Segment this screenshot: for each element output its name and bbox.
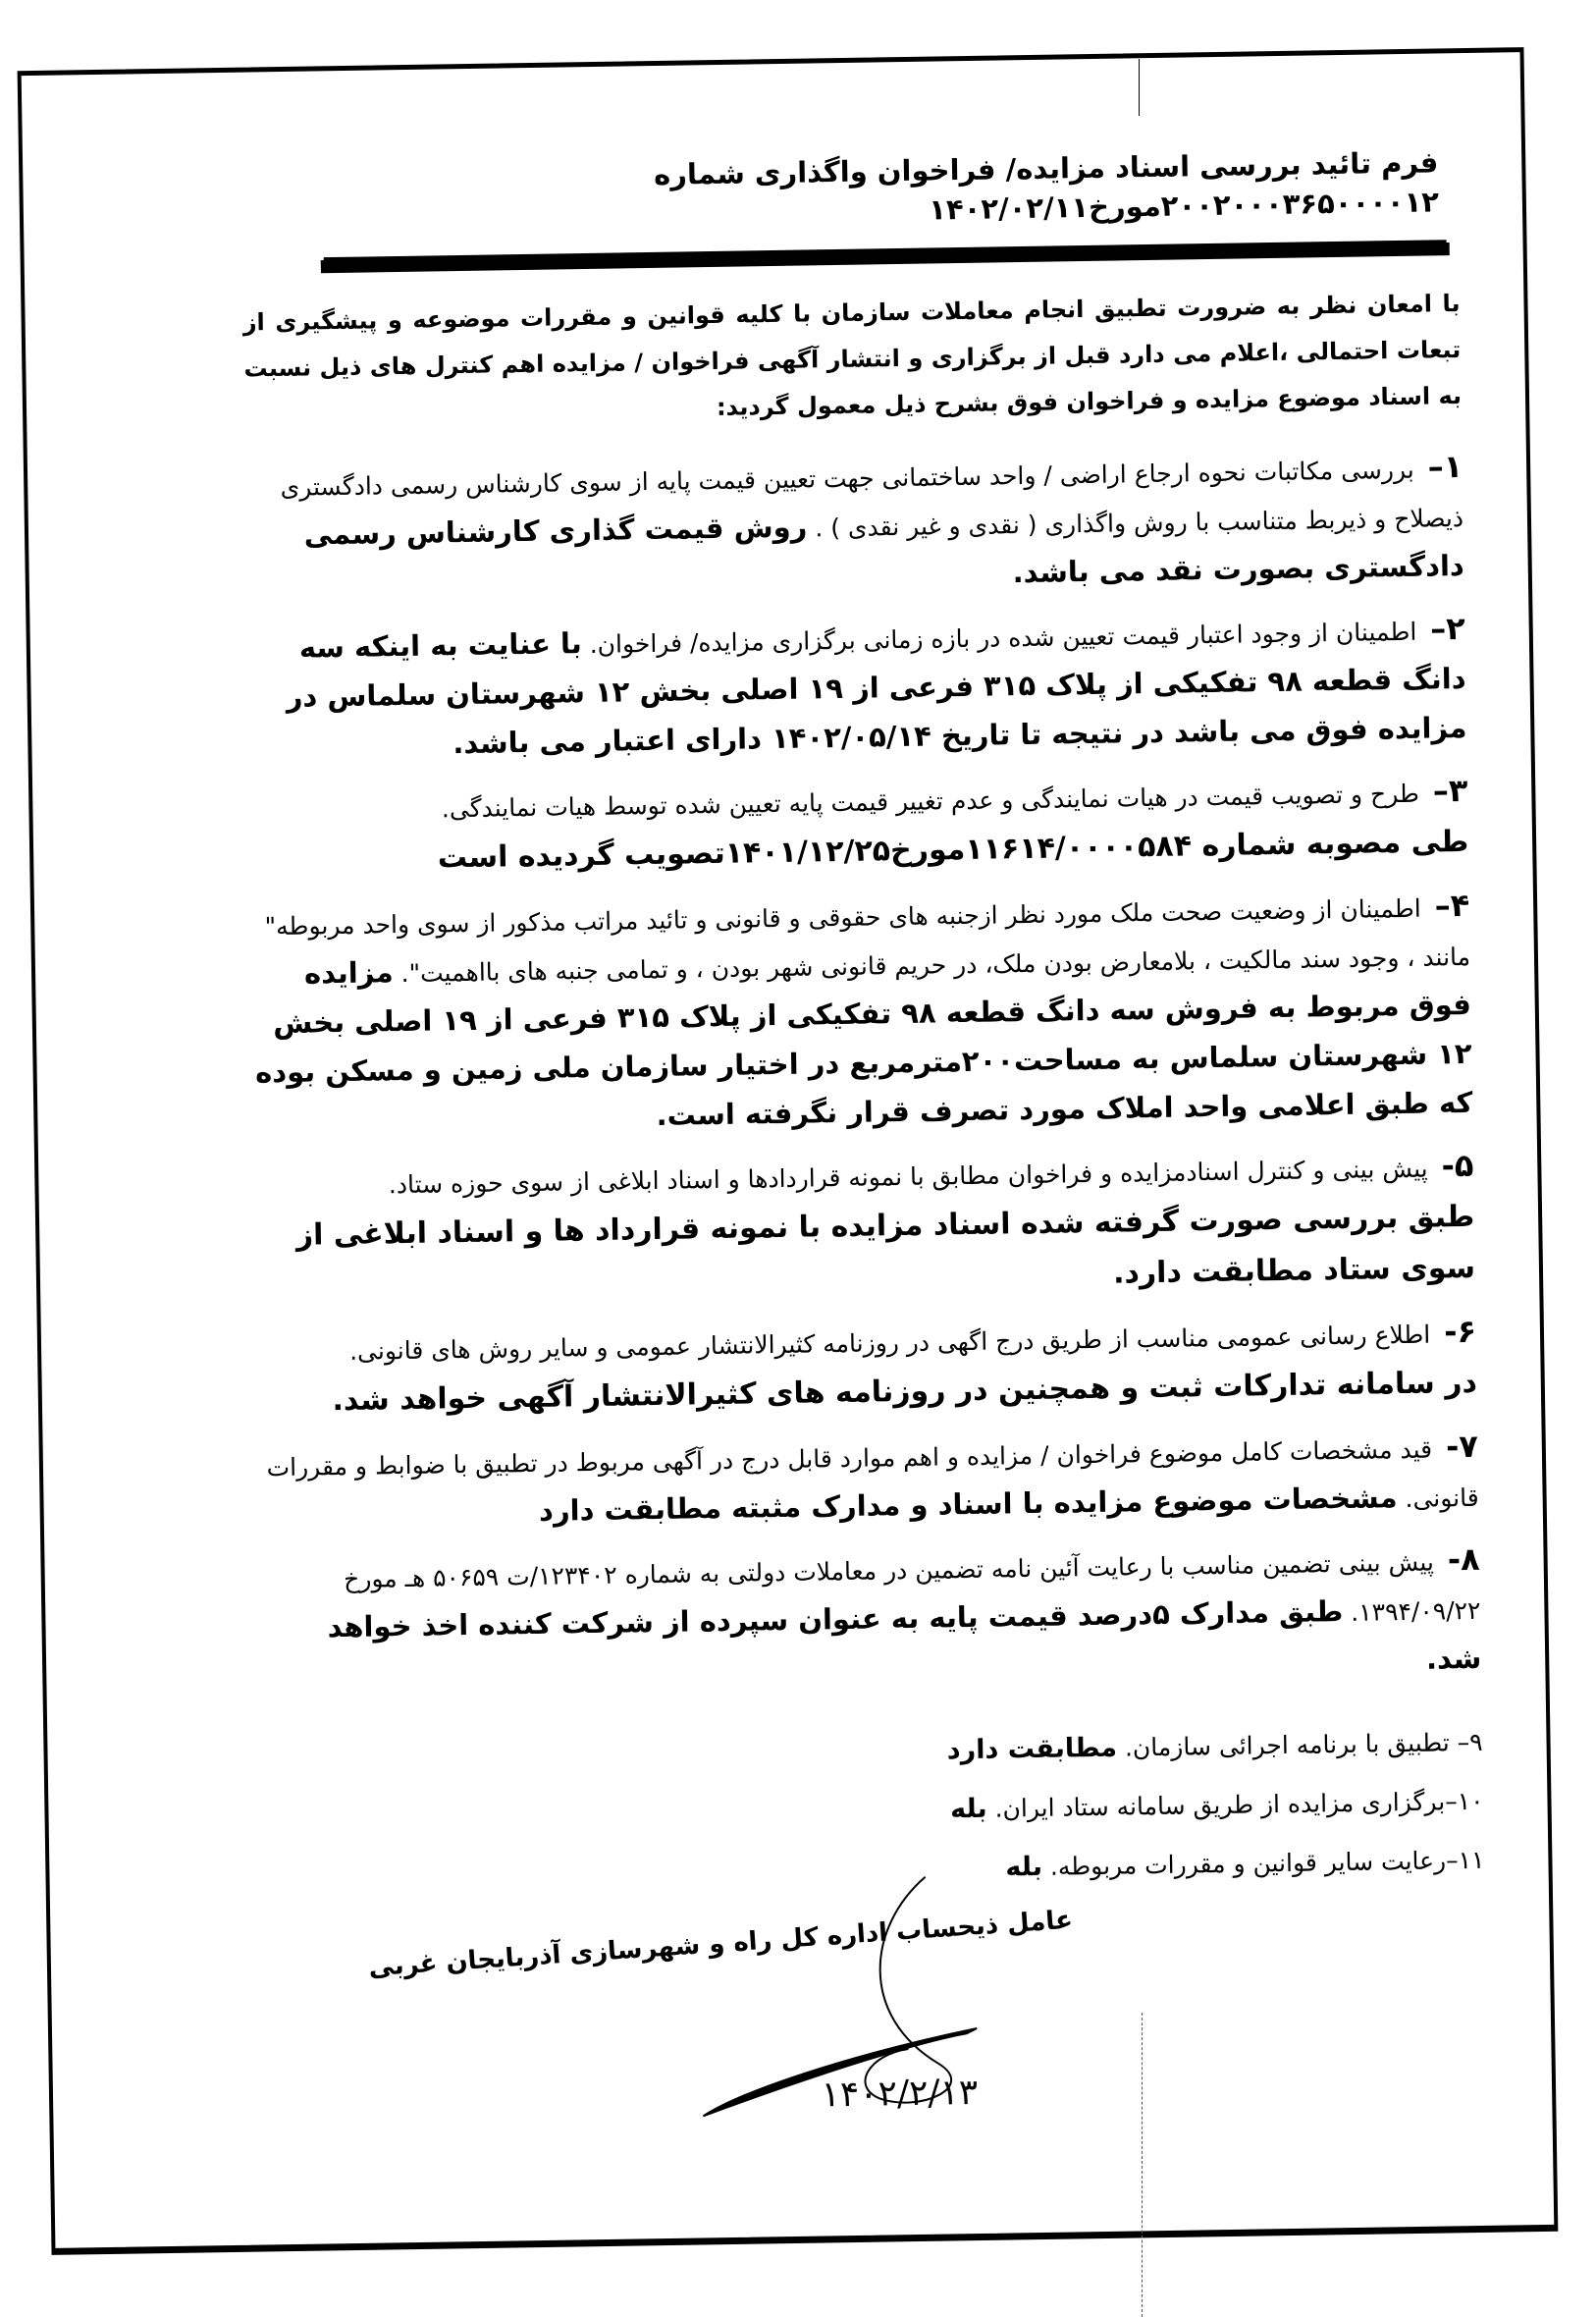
item-text: اطمینان از وضعیت صحت ملک مورد نظر ازجنبه های حقوقی و قانونی و تائید مراتب مذکور از سوی واحد مربوطه" مانند ، وجود سند مالکیت ، بلامعارض بودن ملک، در حریم قانونی شهر بودن ، و تمامی جنبه های بااهمیت". [264, 893, 1471, 989]
item-number: ۴– [1434, 886, 1470, 925]
item-text: بررسی مکاتبات نحوه ارجاع اراضی / واحد ساختمانی جهت تعیین قیمت پایه از سوی کارشناس رسمی دادگستری ذیصلاح و ذیربط متناسب با روش واگذاری ( نقدی و غیر نقدی ) . [280, 455, 1464, 543]
item-response: مزایده فوق مربوط به فروش سه دانگ قطعه ۹۸ تفکیکی از پلاک ۳۱۵ فرعی از ۱۹ اصلی بخش ۱۲ شهرستان سلماس به مساحت۲۰۰مترمربع در اختیار سازمان ملی زمین و مسکن بوده که طبق اعلامی واحد املاک مورد تصرف قرار نگرفته است. [254, 955, 1473, 1132]
item-number: ۸- [1447, 1539, 1480, 1579]
item-response: مشخصات موضوع مزایده با اسناد و مدارک مثبته مطابقت دارد [538, 1481, 1398, 1528]
item-text: اطمینان از وجود اعتبار قیمت تعیین شده در بازه زمانی برگزاری مزایده/ فراخوان. [581, 617, 1417, 660]
item-number: ۲– [1429, 609, 1466, 648]
item-number: ۷- [1445, 1427, 1479, 1466]
checklist-item-5 [256, 1142, 1475, 1313]
signatory-title: عامل ذیحساب اداره کل راه و شهرسازی آذربایجان غربی [367, 1905, 1074, 1983]
checklist-item-7 [261, 1423, 1479, 1540]
document-title: فرم تائید بررسی اسناد مزایده/ فراخوان واگذاری شماره ۲۰۰۲۰۰۰۳۶۵۰۰۰۰۱۲مورخ۱۴۰۲/۰۲/۱۱ [653, 145, 1440, 227]
item-response: روش قیمت گذاری کارشناس رسمی دادگستری بصورت نقد می باشد. [303, 510, 1465, 590]
item-number: ۱۱– [1445, 1845, 1485, 1875]
item-number: ۱– [1427, 447, 1463, 486]
checklist [245, 443, 1482, 1702]
item-text: رعایت سایر قوانین و مقررات مربوطه. [1041, 1846, 1447, 1881]
intro-paragraph: با امعان نظر به ضرورت تطبیق انجام معاملات سازمان با کلیه قوانین و مقررات موضوعه و پیشگیری از تبعات احتمالی ،اعلام می دارد قبل از برگزاری و انتشار آگهی فراخوان / مزایده اهم کنترل های ذیل نسبت به اسناد موضوع مزایده و فراخوان فوق بشرح ذیل معمول گردید: [242, 289, 1463, 421]
checklist-item-3 [250, 767, 1468, 887]
item-response: طبق بررسی صورت گرفته شده اسناد مزایده با نمونه قرارداد ها و اسناد ابلاغی از سوی ستاد مطابقت دارد. [295, 1199, 1476, 1291]
item-text: اطلاع رسانی عمومی مناسب از طریق درج اگهی در روزنامه کثیرالانتشار عمومی و سایر روش های قانونی. [348, 1320, 1431, 1366]
item-number: ۶- [1443, 1312, 1477, 1351]
signature-block [269, 1905, 1490, 2172]
item-response: مطابقت دارد [946, 1732, 1118, 1766]
handwritten-date: ۱۴۰۲/۲/۱۳ [821, 2072, 979, 2116]
title-divider [321, 242, 1450, 273]
item-text: قید مشخصات کامل موضوع فراخوان / مزایده و اهم موارد قابل درج در آگهی مربوط در تطبیق با ضوابط و مقررات قانونی. [266, 1434, 1479, 1514]
item-response: در سامانه تدارکات ثبت و همچنین در روزنامه های کثیرالانتشار آگهی خواهد شد. [332, 1365, 1478, 1419]
item-text: تطبیق با برنامه اجرائی سازمان. [1116, 1728, 1450, 1762]
checklist-item-2 [248, 605, 1467, 772]
item-response: با عنایت به اینکه سه دانگ قطعه ۹۸ تفکیکی از پلاک ۳۱۵ فرعی از ۱۹ اصلی بخش ۱۲ شهرستان سلماس در مزایده فوق می باشد در نتیجه تا تاریخ ۱۴۰۲/۰۵/۱۴ دارای اعتبار می باشد. [286, 626, 1467, 761]
item-number: ۱۰– [1444, 1786, 1484, 1816]
item-text: برگزاری مزایده از طریق سامانه ستاد ایران. [986, 1787, 1446, 1823]
item-response: طبق مدارک ۵درصد قیمت پایه به عنوان سپرده از شرکت کننده اخذ خواهد شد. [327, 1594, 1482, 1676]
checklist-item-4 [252, 882, 1473, 1147]
checklist-item-8 [262, 1536, 1481, 1702]
item-number: ۹– [1457, 1727, 1483, 1757]
item-response: بله [1005, 1851, 1043, 1883]
item-number: ۵- [1441, 1146, 1474, 1185]
item-text: پیش بینی و کنترل اسنادمزایده و فراخوان مطابق با نمونه قراردادها و اسناد ابلاغی از سوی حوزه ستاد. [388, 1154, 1428, 1200]
item-text: طرح و تصویب قیمت در هیات نمایندگی و عدم تغییر قیمت پایه تعیین شده توسط هیات نمایندگی. [441, 779, 1420, 824]
document-content [240, 142, 1489, 2172]
item-response: طی مصوبه شماره ۱۱۶۱۴/۰۰۰۰۵۸۴مورخ۱۴۰۱/۱۲/۲۵تصویب گردیده است [437, 824, 1469, 876]
item-text: پیش بینی تضمین مناسب با رعایت آئین نامه تضمین در معاملات دولتی به شماره ۱۲۳۴۰۲/ت ۵۰۶۵۹ هـ مورخ ۱۳۹۴/۰۹/۲۲. [343, 1547, 1481, 1628]
item-number: ۳– [1432, 771, 1468, 810]
checklist-item-6 [259, 1308, 1477, 1428]
document-page [34, 59, 1541, 2243]
checklist-item-1 [245, 443, 1464, 610]
item-response: بله [949, 1793, 987, 1825]
